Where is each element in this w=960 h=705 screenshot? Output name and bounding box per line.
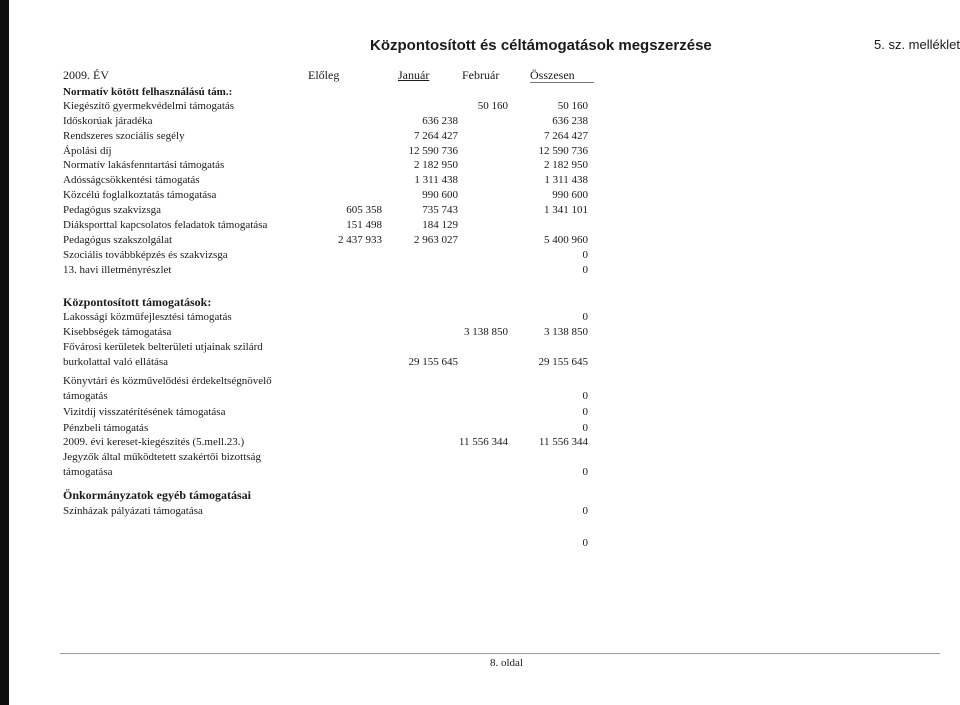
cell-februar: 11 556 344 (458, 436, 508, 448)
row-label: Pedagógus szakszolgálat (63, 234, 173, 246)
row-label: 13. havi illetményrészlet (63, 264, 172, 276)
row-label: Adósságcsökkentési támogatás (63, 174, 200, 186)
cell-osszesen: 2 182 950 (544, 159, 588, 171)
row-label: Rendszeres szociális segély (63, 130, 185, 142)
cell-januar: 636 238 (422, 115, 458, 127)
cell-osszesen: 0 (582, 422, 588, 434)
row-label: Időskorúak járadéka (63, 115, 153, 127)
cell-osszesen-extra: 0 (582, 537, 588, 549)
column-header-februar: Február (462, 68, 500, 82)
row-label: Szociális továbbképzés és szakvizsga (63, 249, 228, 261)
cell-januar: 184 129 (422, 219, 458, 231)
row-label-cont: támogatása (63, 466, 113, 478)
column-header-eloleg: Előleg (308, 68, 340, 82)
column-header-januar: Január (398, 68, 430, 82)
row-label: Jegyzők által működtetett szakértői bizottság (63, 451, 261, 463)
cell-januar: 2 182 950 (414, 159, 458, 171)
cell-osszesen: 1 341 101 (544, 204, 588, 216)
section-title-kozpontositott: Központosított támogatások: (63, 295, 212, 309)
annex-label: 5. sz. melléklet (874, 37, 960, 52)
year-label: 2009. ÉV (63, 68, 109, 82)
cell-osszesen: 29 155 645 (538, 356, 588, 368)
cell-januar: 12 590 736 (408, 145, 458, 157)
cell-januar: 29 155 645 (408, 356, 458, 368)
cell-osszesen: 0 (582, 406, 588, 418)
cell-januar: 735 743 (422, 204, 458, 216)
row-label: Kisebbségek támogatása (63, 326, 172, 338)
row-label: Könyvtári és közművelődési érdekeltségnövelő (63, 375, 272, 387)
cell-osszesen: 50 160 (557, 100, 588, 112)
row-label: Kiegészítő gyermekvédelmi támogatás (63, 100, 235, 112)
header-rule (530, 82, 594, 83)
row-label: Lakossági közműfejlesztési támogatás (63, 311, 232, 323)
row-label: Fővárosi kerületek belterületi utjainak szilárd (63, 341, 263, 353)
cell-osszesen: 0 (582, 311, 588, 323)
cell-februar: 50 160 (477, 100, 508, 112)
footer-rule (60, 653, 940, 654)
cell-januar: 7 264 427 (414, 130, 458, 142)
cell-januar: 1 311 438 (414, 174, 458, 186)
cell-januar: 990 600 (422, 189, 458, 201)
cell-osszesen: 0 (582, 466, 588, 478)
cell-osszesen: 636 238 (552, 115, 588, 127)
page-title: Központosított és céltámogatások megszerzése (370, 37, 712, 54)
cell-januar: 2 963 027 (414, 234, 458, 246)
row-label: Pénzbeli támogatás (63, 422, 149, 434)
row-label-cont: támogatás (63, 390, 108, 402)
column-header-osszesen: Összesen (530, 68, 575, 82)
cell-osszesen: 0 (582, 264, 588, 276)
cell-eloleg: 151 498 (346, 219, 382, 231)
row-label: Vizitdíj visszatérítésének támogatása (63, 406, 226, 418)
cell-eloleg: 605 358 (346, 204, 382, 216)
scan-edge (0, 0, 9, 705)
row-label: Pedagógus szakvizsga (63, 204, 162, 216)
cell-osszesen: 1 311 438 (544, 174, 588, 186)
row-label-cont: burkolattal való ellátása (63, 356, 169, 368)
cell-osszesen: 0 (582, 390, 588, 402)
cell-osszesen: 0 (582, 249, 588, 261)
row-label: 2009. évi kereset-kiegészítés (5.mell.23.) (63, 436, 245, 448)
cell-osszesen: 990 600 (552, 189, 588, 201)
cell-osszesen: 7 264 427 (544, 130, 588, 142)
section-title-onkormanyzatok: Önkormányzatok egyéb támogatásai (63, 488, 251, 502)
row-label: Közcélú foglalkoztatás támogatása (63, 189, 217, 201)
row-label: Ápolási díj (63, 145, 112, 157)
row-label: Diáksporttal kapcsolatos feladatok támogatása (63, 219, 268, 231)
page-number: 8. oldal (490, 657, 523, 669)
cell-eloleg: 2 437 933 (338, 234, 382, 246)
cell-osszesen: 11 556 344 (538, 436, 588, 448)
row-label: Normatív lakásfenntartási támogatás (63, 159, 225, 171)
cell-februar: 3 138 850 (464, 326, 508, 338)
row-label: Színházak pályázati támogatása (63, 505, 203, 517)
section-title-normativ: Normatív kötött felhasználású tám.: (63, 86, 233, 98)
cell-osszesen: 0 (582, 505, 588, 517)
cell-osszesen: 12 590 736 (538, 145, 588, 157)
cell-osszesen: 3 138 850 (544, 326, 588, 338)
cell-osszesen: 5 400 960 (544, 234, 588, 246)
